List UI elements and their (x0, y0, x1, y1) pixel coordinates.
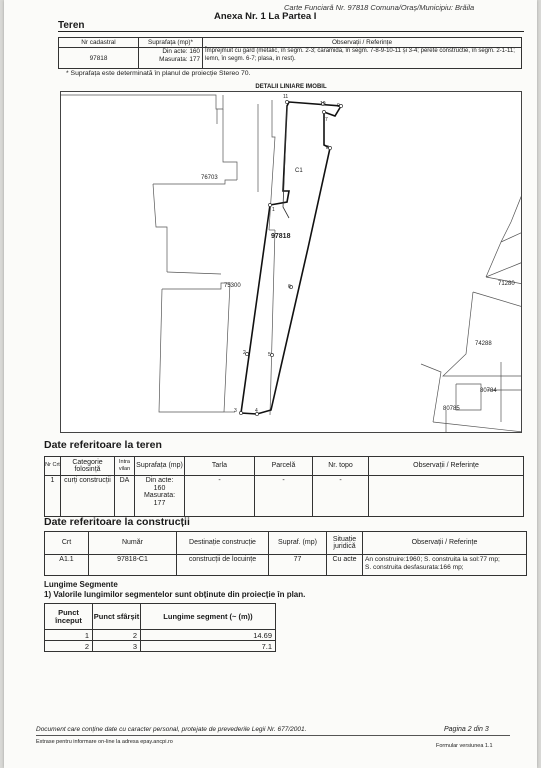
nr-topo-value: - (313, 476, 369, 517)
personal-data-notice: Document care conține date cu caracter personal, protejate de prevederile Legii Nr. 677/2001. (36, 726, 307, 733)
label-vertex-4: 4 (255, 408, 258, 414)
col-nr-cadastral: Nr cadastral (59, 38, 139, 48)
label-parcel-75300: 75300 (224, 283, 241, 289)
table-row (45, 641, 276, 652)
parcel-boundary (270, 230, 275, 415)
col-observatii: Observații / Referințe (203, 38, 522, 48)
suprafata-footnote: * Suprafața este determinată în planul de proiecție Stereo 70. (66, 70, 251, 77)
observatii-value (369, 476, 524, 517)
col-lungime: Lungime segment (~ (m)) (141, 604, 276, 630)
col-nr-crt: Nr Crt (45, 457, 61, 476)
label-parcel-76703: 76703 (201, 175, 218, 181)
segmente-table (44, 603, 276, 652)
supraf-value: 77 (269, 555, 327, 576)
parcel-boundary (473, 292, 522, 307)
din-acte-value: Din acte: 160 (162, 48, 200, 55)
tarla-value: - (185, 476, 255, 517)
length-value: 14.69 (141, 630, 276, 641)
categorie-value: curți construcții (61, 476, 115, 517)
numar-value: 97818-C1 (89, 555, 177, 576)
col-nr-topo: Nr. topo (313, 457, 369, 476)
col-supraf: Supraf. (mp) (269, 532, 327, 555)
observatii-value: Împrejmuit cu gard (metalic, în segm. 2-3; caramida, în segm. 7-8-9-10-11 și 3-4; perete constructie, în segm. 2-1-11; lemn, în segm. 6-7; plasa, in rest). (203, 48, 522, 69)
col-observatii: Observații / Referințe (363, 532, 527, 555)
parcel-boundary (153, 184, 167, 272)
label-vertex-8: 8 (326, 145, 329, 151)
length-value: 7.1 (141, 641, 276, 652)
label-building-c1: C1 (295, 168, 303, 174)
segmente-title: Lungime Segmente (44, 580, 118, 589)
label-vertex-11: 11 (283, 94, 289, 100)
col-punct-sfarsit: Punct sfârșit (93, 604, 141, 630)
formular-version: Formular versiunea 1.1 (436, 743, 493, 749)
label-parcel-80784: 80784 (480, 388, 497, 394)
parcel-boundary (223, 109, 237, 180)
carte-funciara-header: Carte Funciară Nr. 97818 Comuna/Oraș/Municipiu: Brăila (284, 3, 475, 12)
vertex-7 (322, 110, 325, 113)
label-vertex-10: 10 (320, 101, 326, 107)
label-parcel-97818: 97818 (271, 233, 291, 240)
col-suprafata: Suprafața (mp) (135, 457, 185, 476)
suprafata-cell (135, 476, 185, 517)
din-acte-value: 160 (153, 484, 166, 492)
col-destinatie: Destinație construcție (177, 532, 269, 555)
end-value: 2 (93, 630, 141, 641)
col-categorie: Categorie folosință (61, 457, 115, 476)
page-number: Pagina 2 din 3 (444, 726, 489, 733)
parcel-boundary (153, 180, 237, 184)
parcel-boundary (501, 232, 522, 242)
segmente-subtitle: 1) Valorile lungimilor segmentelor sunt obținute din proiecție în plan. (44, 590, 306, 599)
masurata-value: Masurata: 177 (159, 56, 200, 63)
col-intravilan: Intra vilan (115, 457, 135, 476)
parcel-boundary (443, 292, 522, 376)
date-teren-table (44, 456, 524, 517)
date-teren-title: Date referitoare la teren (44, 439, 162, 451)
parcela-value: - (255, 476, 313, 517)
col-suprafata: Suprafața (mp)* (139, 38, 203, 48)
obs-line-2: S. construita desfasurata:166 mp; (365, 563, 464, 571)
col-punct-inceput: Punct început (45, 604, 93, 630)
label-vertex-9: 9 (337, 103, 340, 109)
extrase-link-text: Extrase pentru informare on-line la adresa epay.ancpi.ro (36, 739, 173, 745)
vertex-11 (285, 100, 288, 103)
parcel-boundary-top (61, 95, 223, 109)
label-vertex-5: 5 (268, 352, 271, 358)
col-tarla: Tarla (185, 457, 255, 476)
parcel-boundary (162, 283, 230, 412)
intravilan-value: DA (115, 476, 135, 517)
document-page (4, 0, 537, 768)
vertex-3 (239, 411, 242, 414)
parcel-boundary (167, 272, 221, 274)
label-parcel-74288: 74288 (475, 341, 492, 347)
col-numar: Număr (89, 532, 177, 555)
teren-row (59, 48, 522, 69)
situatie-value: Cu acte (327, 555, 363, 576)
cadastral-map (60, 91, 522, 433)
label-parcel-80785: 80785 (443, 406, 460, 412)
map-title: DETALII LINIARE IMOBIL (255, 84, 327, 90)
table-row (45, 630, 276, 641)
observatii-cell (363, 555, 527, 576)
teren-table (58, 37, 522, 69)
date-teren-row (45, 476, 524, 517)
end-value: 3 (93, 641, 141, 652)
nr-cadastral-value: 97818 (59, 48, 139, 69)
nr-value: 1 (45, 476, 61, 517)
label-vertex-3: 3 (234, 408, 237, 414)
destinatie-value: construcții de locuințe (177, 555, 269, 576)
obs-line-1: An construire:1960; S. construita la sol:77 mp; (365, 556, 500, 563)
label-vertex-6: 6 (288, 284, 291, 290)
suprafata-value (139, 48, 203, 69)
anexa-title: Anexa Nr. 1 La Partea I (214, 11, 317, 22)
parcel-boundary (421, 364, 441, 422)
footer-rule (36, 735, 510, 736)
label-vertex-7: 7 (325, 117, 328, 123)
col-parcela: Parcelă (255, 457, 313, 476)
map-drawing (61, 92, 522, 433)
crt-value: A1.1 (45, 555, 89, 576)
label-vertex-1: 1 (272, 207, 275, 213)
date-constructii-title: Date referitoare la construcții (44, 516, 190, 528)
start-value: 1 (45, 630, 93, 641)
masurata-value: 177 (153, 499, 166, 507)
teren-title: Teren (58, 20, 85, 31)
col-observatii: Observații / Referințe (369, 457, 524, 476)
date-constructii-row (45, 555, 527, 576)
title-rule (58, 31, 524, 32)
label-vertex-2: 2 (243, 350, 246, 356)
masurata-label: Masurata: (143, 492, 176, 499)
parcel-boundary (159, 289, 224, 412)
din-acte-label: Din acte: (145, 477, 174, 484)
date-constructii-table (44, 531, 527, 576)
col-crt: Crt (45, 532, 89, 555)
start-value: 2 (45, 641, 93, 652)
col-situatie: Situație juridică (327, 532, 363, 555)
label-parcel-71280: 71280 (498, 281, 515, 287)
